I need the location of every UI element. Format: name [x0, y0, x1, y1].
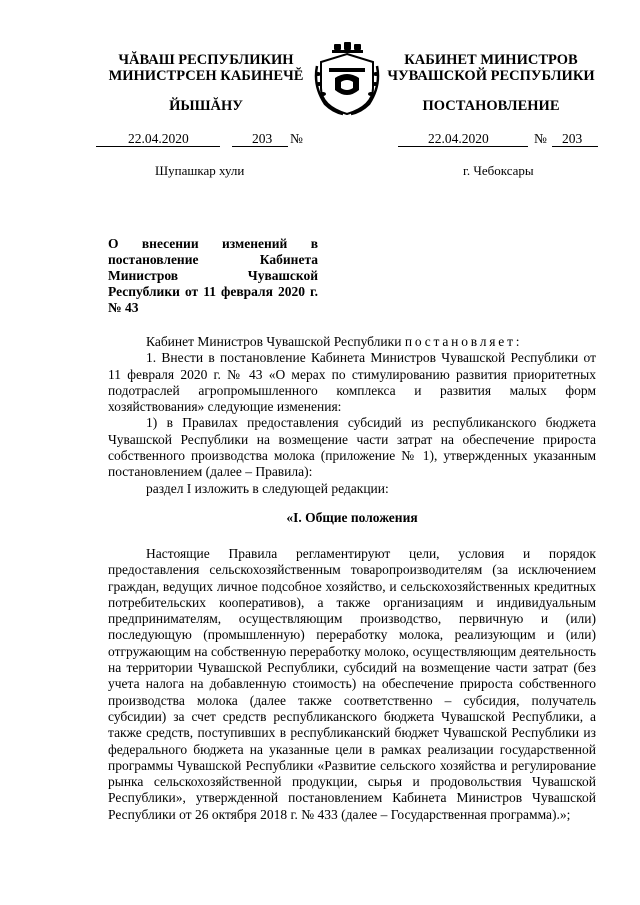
header-right — [380, 52, 602, 84]
header-left-line2: МИНИСТРСЕН КАБИНЕЧĔ — [108, 68, 304, 84]
document-title: О внесении изменений в постановление Кабинета Министров Чувашской Республики от 11 февраля 2020 г. № 43 — [108, 236, 318, 315]
number-right: 203 — [562, 131, 583, 146]
main-paragraph-block — [108, 546, 596, 823]
header-left-line1: ЧĂВАШ РЕСПУБЛИКИН — [118, 52, 294, 68]
number-left: 203 — [252, 131, 273, 146]
paragraph-4: Настоящие Правила регламентируют цели, условия и порядок предоставления сельскохозяйственным товаропроизводителям (за исключением граждан, ведущих личное подсобное хозяйство, и сельскохозяйственных кредитных потребительских кооперативов), а также организациям и индивидуальным предпринимателям, осуществляющим производство, первичную и (или) последующую (промышленную) переработку молока, реализующим и (или) отгружающим на собственную переработку молоко, осуществляющим деятельность на территории Чувашской Республики, субсидий на возмещение части затрат (без учета налога на добавленную стоимость) на обеспечение прироста собственного производства молока (далее также соответственно – субсидия, получатель субсидии) за счет средств республиканского бюджета Чувашской Республики, а также средств, поступивших в республиканский бюджет Чувашской Республики из федерального бюджета на указанные цели в рамках реализации государственной программы Чувашской Республики «Развитие сельского хозяйства и регулирование рынка сельскохозяйственной продукции, сырья и продовольствия Чувашской Республики», утвержденной постановлением Кабинета Министров Чувашской Республики от 26 октября 2018 г. № 433 (далее – Государственная программа).»; — [108, 546, 596, 822]
intro-block — [108, 334, 596, 497]
paragraph-2: 1) в Правилах предоставления субсидий из республиканского бюджета Чувашской Республики на возмещение части затрат на обеспечение прироста собственного производства молока (приложение № 1), утвержденных указанным постановлением (далее – Правила): — [108, 415, 596, 480]
date-left: 22.04.2020 — [128, 131, 189, 146]
paragraph-1: 1. Внести в постановление Кабинета Министров Чувашской Республики от 11 февраля 2020 г. № 43 «О мерах по стимулированию развития приоритетных подотраслей агропромышленного комплекса и развития малых форм хозяйствования» следующие изменения: — [108, 350, 596, 415]
date-right: 22.04.2020 — [428, 131, 489, 146]
intro-text: Кабинет Министров Чувашской Республики — [146, 334, 402, 349]
number-sign-left: № — [290, 131, 303, 146]
coat-of-arms-icon — [313, 42, 381, 116]
intro-verb: постановляет: — [404, 334, 523, 349]
city-left: Шупашкар хули — [155, 163, 245, 178]
section-heading: «I. Общие положения — [286, 510, 418, 525]
paragraph-3: раздел I изложить в следующей редакции: — [146, 480, 389, 496]
header-right-line2: ЧУВАШСКОЙ РЕСПУБЛИКИ — [387, 68, 595, 84]
number-sign-right: № — [534, 131, 547, 146]
header-left — [96, 52, 316, 84]
doc-type-left: ЙЫШĂНУ — [169, 98, 243, 114]
header-right-line1: КАБИНЕТ МИНИСТРОВ — [404, 52, 578, 68]
doc-type-right: ПОСТАНОВЛЕНИЕ — [422, 98, 560, 114]
city-right: г. Чебоксары — [463, 163, 534, 178]
